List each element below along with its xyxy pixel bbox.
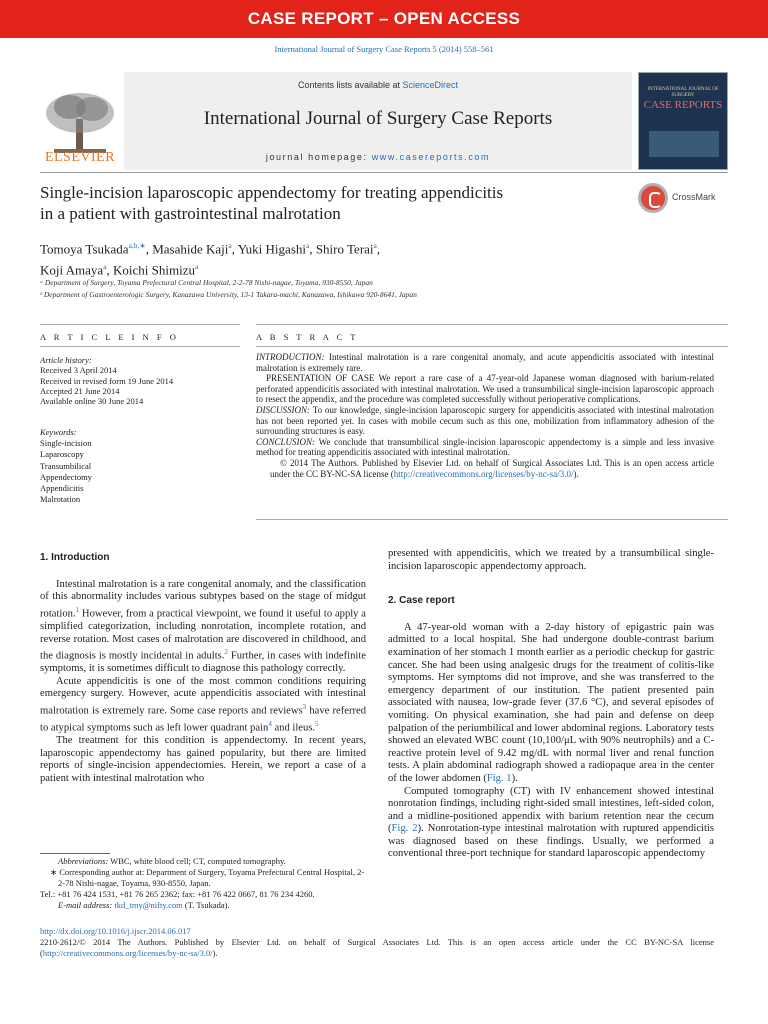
abstract-mid-rule bbox=[256, 346, 728, 347]
keyword: Appendicitis bbox=[40, 483, 84, 494]
crossmark-icon bbox=[638, 183, 668, 213]
abstract-body: INTRODUCTION: Intestinal malrotation is a rare congenital anomaly, and acute appendicitis associated with intestinal malrotation is extremely rare. PRESENTATION OF CASE We report a rare case of a 47-year-old Japanese woman diagnosed with barium-related perforated appendicitis associated with intestinal malrotation. We used a transumbilical single-incision laparoscopic approach to resect the appendix, and the procedure was completed successfully without perioperative complications. DISCUSSION: To our knowledge, single-incision laparoscopic surgery for appendicitis associated with intestinal malrotation has not been reported yet. In cases with mobile cecum such as this one, mobilization from inflammatory adhesion of the surrounding structures is easy. CONCLUSION: We conclude that transumbilical single-incision laparoscopic appendectomy is a simple and less invasive method for treating appendicitis associated with intestinal malrotation. © 2014 The Authors. Published by Elsevier Ltd. on behalf of Surgical Associates Ltd. This is an open access article under the CC BY-NC-SA license (http://creativecommons.org/licenses/by-nc-sa/3.0/). bbox=[256, 352, 714, 479]
body-paragraph: The treatment for this condition is appendectomy. In recent years, laparoscopic appendectomy has gained popularity, but there are limited reports of single-incision appendectomies. Herein, we report a case of a patient with intestinal malrotation who bbox=[40, 735, 366, 785]
keyword: Transumbilical bbox=[40, 460, 92, 471]
affiliation-a: ᵃ Department of Surgery, Toyama Prefectural Central Hospital, 2-2-78 Nishi-nagae, Toyama, 930-8550, Japan bbox=[40, 278, 373, 287]
article-history: Article history: Received 3 April 2014 Received in revised form 19 June 2014 Accepted 21 June 2014 Available online 30 June 2014 bbox=[40, 355, 174, 407]
cover-title-line1: INTERNATIONAL JOURNAL OF SURGERY bbox=[647, 87, 719, 98]
section-heading-introduction: 1. Introduction bbox=[40, 552, 110, 563]
info-top-rule bbox=[40, 324, 240, 325]
footnotes: Abbreviations: WBC, white blood cell; CT, computed tomography. ∗ Corresponding author at: Department of Surgery, Toyama Prefectural Central Hospital, 2-2-78 Nishi-nagae, Toyama, 930-8550, Japan. Tel.: +81 76 424 1531, +81 76 265 2362; fax: +81 76 422 0667, 81 76 234 4260. E-mail address: tkd_tmy@nifty.com (T. Tsukada). bbox=[40, 856, 365, 910]
body-paragraph: A 47-year-old woman with a 2-day history of epigastric pain was admitted to a local hospital. She had undergone double-contrast barium examination of her stomach 1 month earlier as a periodic checkup for gastric cancer. She had been using analgesic drugs for the treatment of colitis-like symptoms. Her symptoms did not improve, and she was transferred to the emergency department of our institution. The patient presented pain associated with nausea, low-grade fever (37.6 °C), and several episodes of vomiting. On physical examination, she had pain and defense on deep palpation of the periumbilical and lower abdominal regions. Laboratory tests showed an elevated WBC count (10,100/μL with 90% neutrophils) and a C-reactive protein level of 9.42 mg/dL with normal liver and renal function tests. A plain abdominal radiograph showed a radiopaque area in the center of the lower abdomen (Fig. 1). bbox=[388, 621, 714, 784]
author-name[interactable]: Koichi Shimizu bbox=[113, 262, 195, 278]
masthead-center bbox=[124, 72, 632, 170]
page-bottom-info: http://dx.doi.org/10.1016/j.ijscr.2014.06.017 2210-2612/© 2014 The Authors. Published by Elsevier Ltd. on behalf of Surgical Associates Ltd. This is an open access article under the CC BY-NC-SA license (http://creativecommons.org/licenses/by-nc-sa/3.0/). bbox=[40, 926, 714, 958]
ref-link[interactable]: 5 bbox=[315, 720, 319, 729]
ref-link[interactable]: 2 bbox=[224, 648, 228, 657]
license-link[interactable]: http://creativecommons.org/licenses/by-nc-sa/3.0/ bbox=[42, 948, 213, 958]
contents-line: Contents lists available at ScienceDirect bbox=[297, 80, 459, 90]
author-name[interactable]: Koji Amaya bbox=[40, 262, 104, 278]
crossmark-button[interactable] bbox=[638, 183, 738, 217]
abstract-bottom-rule bbox=[256, 519, 728, 520]
article-title: Single-incision laparoscopic appendectomy for treating appendicitis in a patient with gastrointestinal malrotation bbox=[40, 183, 504, 223]
homepage-link[interactable]: www.casereports.com bbox=[371, 152, 491, 162]
author-name[interactable]: Yuki Higashi bbox=[237, 241, 306, 257]
sciencedirect-link[interactable]: ScienceDirect bbox=[402, 80, 459, 90]
keyword: Laparoscopy bbox=[40, 449, 84, 460]
body-paragraph: Computed tomography (CT) with IV enhancement showed intestinal nonrotation findings, including right-sided small intestines, left-sided colon, and a midline-positioned appendix with barium retention near the cecum (Fig. 2). Nonrotation-type intestinal malrotation with ruptured appendicitis was diagnosed based on these findings. Usually, we performed a conventional three-port technique for standard laparoscopic appendectomy bbox=[388, 785, 714, 860]
journal-citation-link[interactable]: International Journal of Surgery Case Reports 5 (2014) 558–561 bbox=[274, 44, 494, 54]
author-list: Tomoya Tsukada$^{a,b,∗}$, Masahide Kaji$^a$, Yuki Higashi$^a$, Shiro Terai$^a$, Koji Amaya$^a$, Koichi Shimizu$^a$ bbox=[40, 241, 381, 278]
author-name[interactable]: Shiro Terai bbox=[315, 241, 374, 257]
ref-link[interactable]: 1 bbox=[75, 605, 80, 614]
masthead-divider bbox=[40, 172, 728, 173]
info-mid-rule bbox=[40, 346, 240, 347]
author-email-link[interactable]: tkd_tmy@nifty.com bbox=[114, 900, 183, 910]
publisher-name: ELSEVIER bbox=[44, 150, 116, 165]
body-column-right bbox=[388, 548, 714, 861]
journal-masthead bbox=[40, 72, 728, 170]
cover-photo bbox=[649, 131, 719, 157]
keyword: Single-incision bbox=[40, 438, 92, 449]
article-info-heading: A R T I C L E I N F O bbox=[40, 332, 179, 342]
footnote-divider bbox=[40, 853, 110, 854]
keyword: Appendectomy bbox=[40, 471, 92, 482]
journal-homepage: journal homepage: www.casereports.com bbox=[265, 152, 491, 162]
figure-link[interactable]: Fig. 1 bbox=[486, 772, 512, 784]
journal-cover-image bbox=[638, 72, 728, 170]
body-paragraph: presented with appendicitis, which we treated by a transumbilical single-incision laparoscopic appendectomy approach. bbox=[388, 548, 714, 572]
ref-link[interactable]: 3 bbox=[302, 703, 307, 711]
ref-link[interactable]: 4 bbox=[268, 720, 272, 729]
cover-title-line2: CASE REPORTS bbox=[643, 99, 723, 111]
keywords: Keywords: Single-incision Laparoscopy Transumbilical Appendectomy Appendicitis Malrotation bbox=[40, 427, 240, 505]
affiliation-b: ᵇ Department of Gastroenterologic Surgery, Kanazawa University, 13-1 Takara-machi, Kanazawa, Ishikawa 920-8641, Japan bbox=[40, 290, 417, 299]
doi-link[interactable]: http://dx.doi.org/10.1016/j.ijscr.2014.06.017 bbox=[40, 926, 191, 936]
body-column-left bbox=[40, 548, 366, 786]
abstract-top-rule bbox=[256, 324, 728, 325]
body-paragraph: Acute appendicitis is one of the most common conditions requiring emergency surgery. However, acute appendicitis associated with intestinal malrotation is extremely rare. Some case reports and reviews$^3$ have referred to atypical symptoms such as left lower quadrant pain$^4$ and ileus.$^5$ bbox=[40, 675, 367, 734]
section-heading-case-report: 2. Case report bbox=[388, 595, 455, 607]
author-name[interactable]: Masahide Kaji bbox=[152, 241, 229, 257]
journal-title: International Journal of Surgery Case Reports bbox=[203, 108, 553, 129]
body-paragraph: Intestinal malrotation is a rare congenital anomaly, and the classification of this abnormality includes various subtypes based on the stage of midgut rotation.$^1$ However, from a practical viewpoint, we found it useful to apply a simplified categorization, including nonrotation, incomplete rotation, and reverse rotation. Most cases of malrotation are discovered in childhood, and the diagnosis is mostly incidental in adults.$^2$ Further, in cases with indefinite symptoms, it is sometimes difficult to diagnose this pathology correctly. bbox=[40, 578, 366, 675]
keyword: Malrotation bbox=[40, 494, 81, 505]
license-link[interactable]: http://creativecommons.org/licenses/by-nc-sa/3.0/ bbox=[393, 468, 574, 479]
abstract-heading: A B S T R A C T bbox=[256, 332, 359, 342]
case-report-banner: CASE REPORT – OPEN ACCESS bbox=[0, 0, 768, 38]
figure-link[interactable]: Fig. 2 bbox=[391, 823, 418, 835]
crossmark-label: CrossMark bbox=[672, 192, 716, 202]
author-name[interactable]: Tomoya Tsukada bbox=[40, 241, 129, 257]
